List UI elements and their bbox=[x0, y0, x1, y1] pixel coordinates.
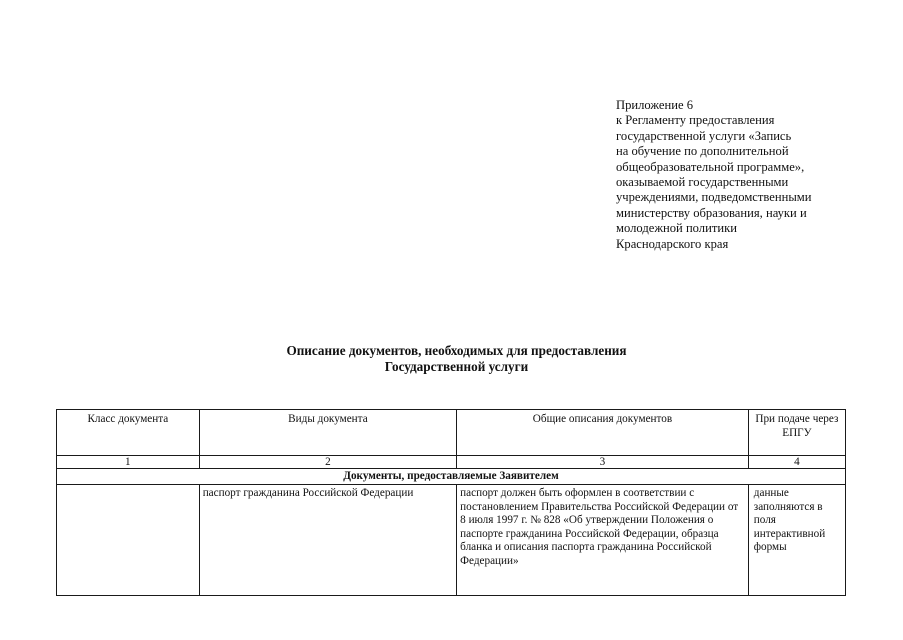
header-cell-class: Класс документа bbox=[57, 410, 200, 456]
column-number: 1 bbox=[57, 456, 200, 469]
annex-block bbox=[616, 98, 900, 252]
title-line-2: Государственной услуги bbox=[384, 359, 529, 374]
annex-line: Краснодарского края bbox=[616, 236, 729, 251]
cell-document-class bbox=[57, 485, 200, 596]
header-cell-description: Общие описания документов bbox=[457, 410, 749, 456]
annex-line: государственной услуги «Запись bbox=[616, 128, 792, 143]
cell-document-epgu: данные заполняются в поля интерактивной формы bbox=[748, 485, 845, 596]
cell-document-type: паспорт гражданина Российской Федерации bbox=[199, 485, 456, 596]
column-number: 4 bbox=[748, 456, 845, 469]
annex-line: общеобразовательной программе», bbox=[616, 159, 805, 174]
cell-document-description: паспорт должен быть оформлен в соответствии с постановлением Правительства Российской Федерации от 8 июля 1997 г. № 828 «Об утверждении Положения о паспорте гражданина Российской Федерации, образца бланка и описания паспорта гражданина Российской Федерации» bbox=[457, 485, 749, 596]
header-cell-epgu: При подаче через ЕПГУ bbox=[748, 410, 845, 456]
annex-line: учреждениями, подведомственными bbox=[616, 190, 812, 205]
annex-line: Приложение 6 bbox=[616, 98, 694, 112]
title-line-1: Описание документов, необходимых для предоставления bbox=[286, 343, 627, 358]
annex-line: оказываемой государственными bbox=[616, 175, 789, 190]
column-number: 2 bbox=[199, 456, 456, 469]
table-number-row bbox=[57, 456, 846, 469]
annex-line: министерству образования, науки и bbox=[616, 205, 807, 220]
table-section-row bbox=[57, 469, 846, 485]
column-number: 3 bbox=[457, 456, 749, 469]
table-header-row bbox=[57, 410, 846, 456]
documents-table bbox=[56, 409, 846, 596]
table-row bbox=[57, 485, 846, 596]
annex-line: к Регламенту предоставления bbox=[616, 113, 775, 128]
section-heading: Документы, предоставляемые Заявителем bbox=[57, 469, 846, 485]
annex-line: молодежной политики bbox=[616, 221, 737, 236]
document-title bbox=[0, 343, 903, 375]
annex-line: на обучение по дополнительной bbox=[616, 144, 789, 159]
header-cell-type: Виды документа bbox=[199, 410, 456, 456]
